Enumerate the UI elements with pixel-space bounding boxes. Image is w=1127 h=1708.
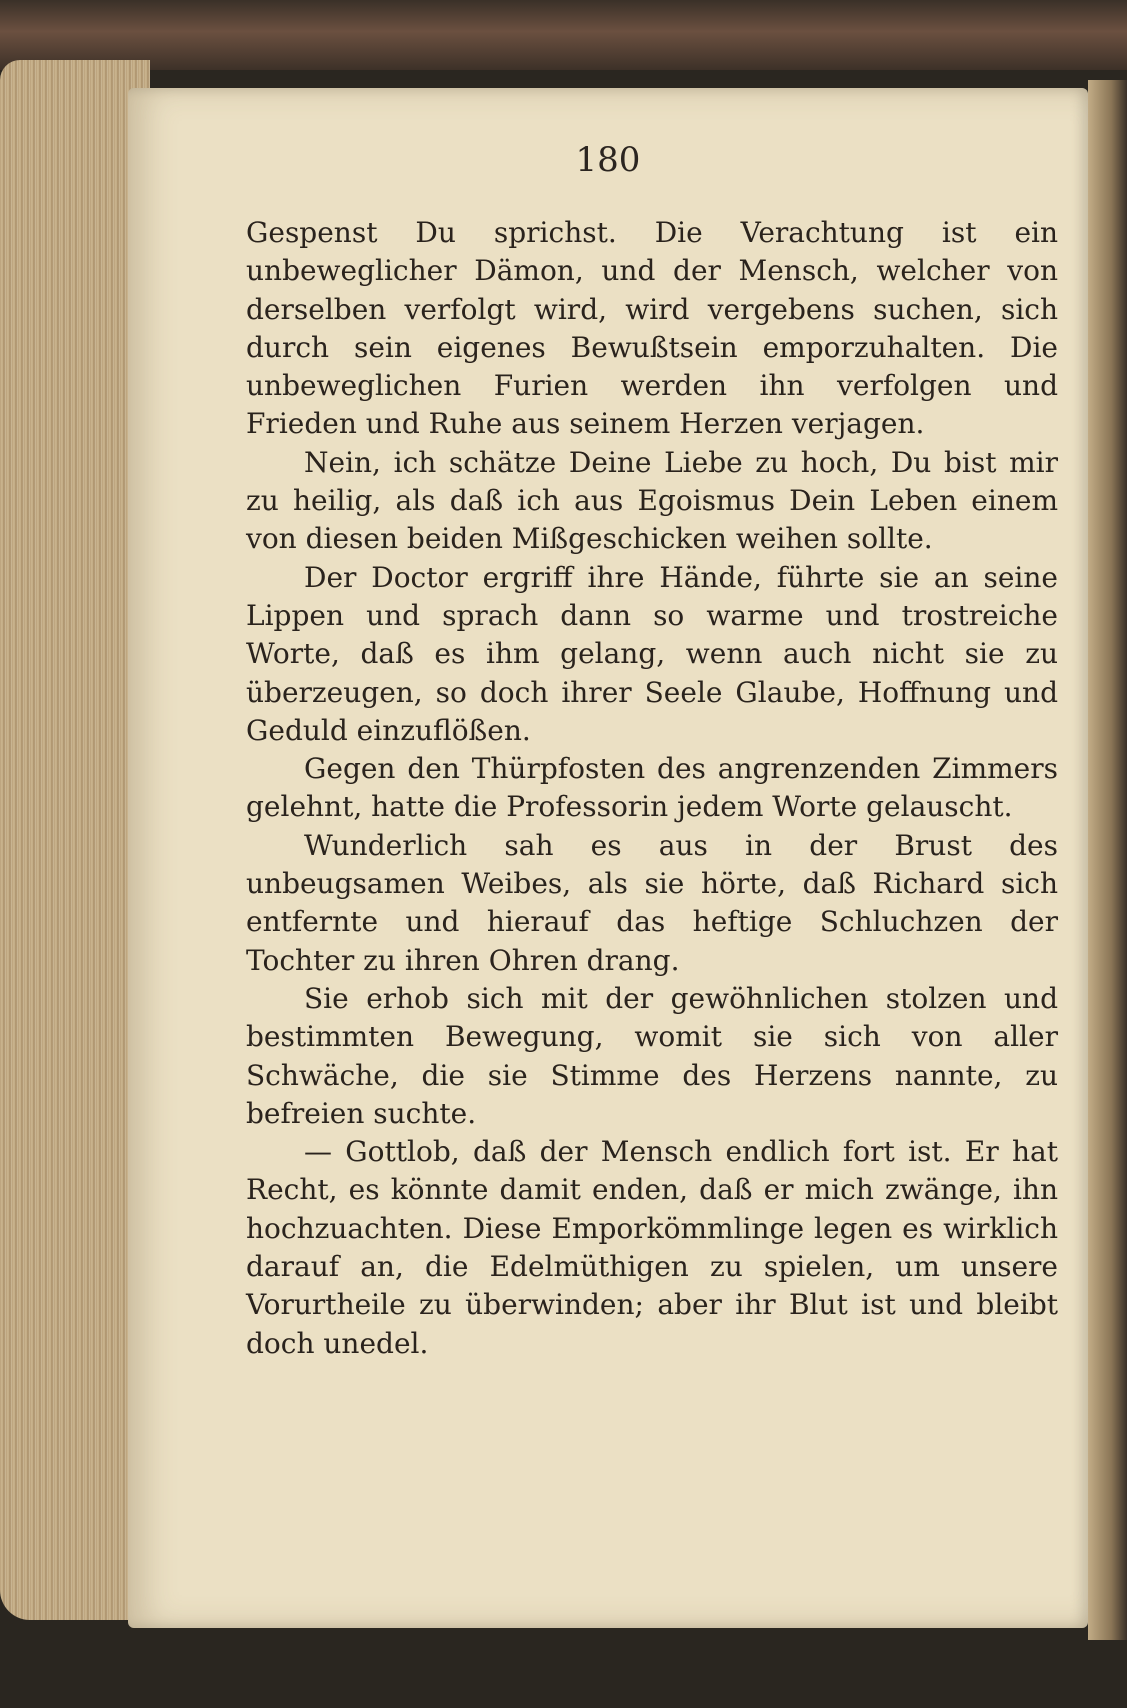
paragraph: Gegen den Thürpfosten des angrenzenden Zimmers gelehnt, hatte die Professorin jedem Worte gelauscht.: [246, 752, 1058, 824]
paragraph: Der Doctor ergriff ihre Hände, führte sie an seine Lippen und sprach dann so warme und trostreiche Worte, daß es ihm gelang, wenn auch nicht sie zu überzeugen, so doch ihrer Seele Glaube, Hoffnung und Geduld einzuflößen.: [246, 560, 1058, 747]
paragraph: Nein, ich schätze Deine Liebe zu hoch, Du bist mir zu heilig, als daß ich aus Egoismus Dein Leben einem von diesen beiden Mißgeschicken weihen sollte.: [246, 445, 1058, 556]
book-page: [128, 88, 1088, 1628]
page-number: 180: [575, 140, 641, 180]
page-text: [246, 214, 1058, 1363]
paragraph: Sie erhob sich mit der gewöhnlichen stolzen und bestimmten Bewegung, womit sie sich von aller Schwäche, die sie Stimme des Herzens nannte, zu befreien suchte.: [246, 981, 1058, 1130]
book-cover-top: [0, 0, 1127, 70]
paragraph: — Gottlob, daß der Mensch endlich fort ist. Er hat Recht, es könnte damit enden, daß er mich zwänge, ihn hochzuachten. Diese Emporkömmlinge legen es wirklich darauf an, die Edelmüthigen zu spielen, um unsere Vorurtheile zu überwinden; aber ihr Blut ist und bleibt doch unedel.: [246, 1135, 1058, 1360]
paragraph: Gespenst Du sprichst. Die Verachtung ist ein unbeweglicher Dämon, und der Mensch, welcher von derselben verfolgt wird, wird vergebens suchen, sich durch sein eigenes Bewußtsein emporzuhalten. Die unbeweglichen Furien werden ihn verfolgen und Frieden und Ruhe aus seinem Herzen verjagen.: [246, 216, 1058, 441]
paragraph: Wunderlich sah es aus in der Brust des unbeugsamen Weibes, als sie hörte, daß Richard sich entfernte und hierauf das heftige Schluchzen der Tochter zu ihren Ohren drang.: [246, 828, 1058, 977]
book-spine-edge: [1088, 80, 1127, 1640]
